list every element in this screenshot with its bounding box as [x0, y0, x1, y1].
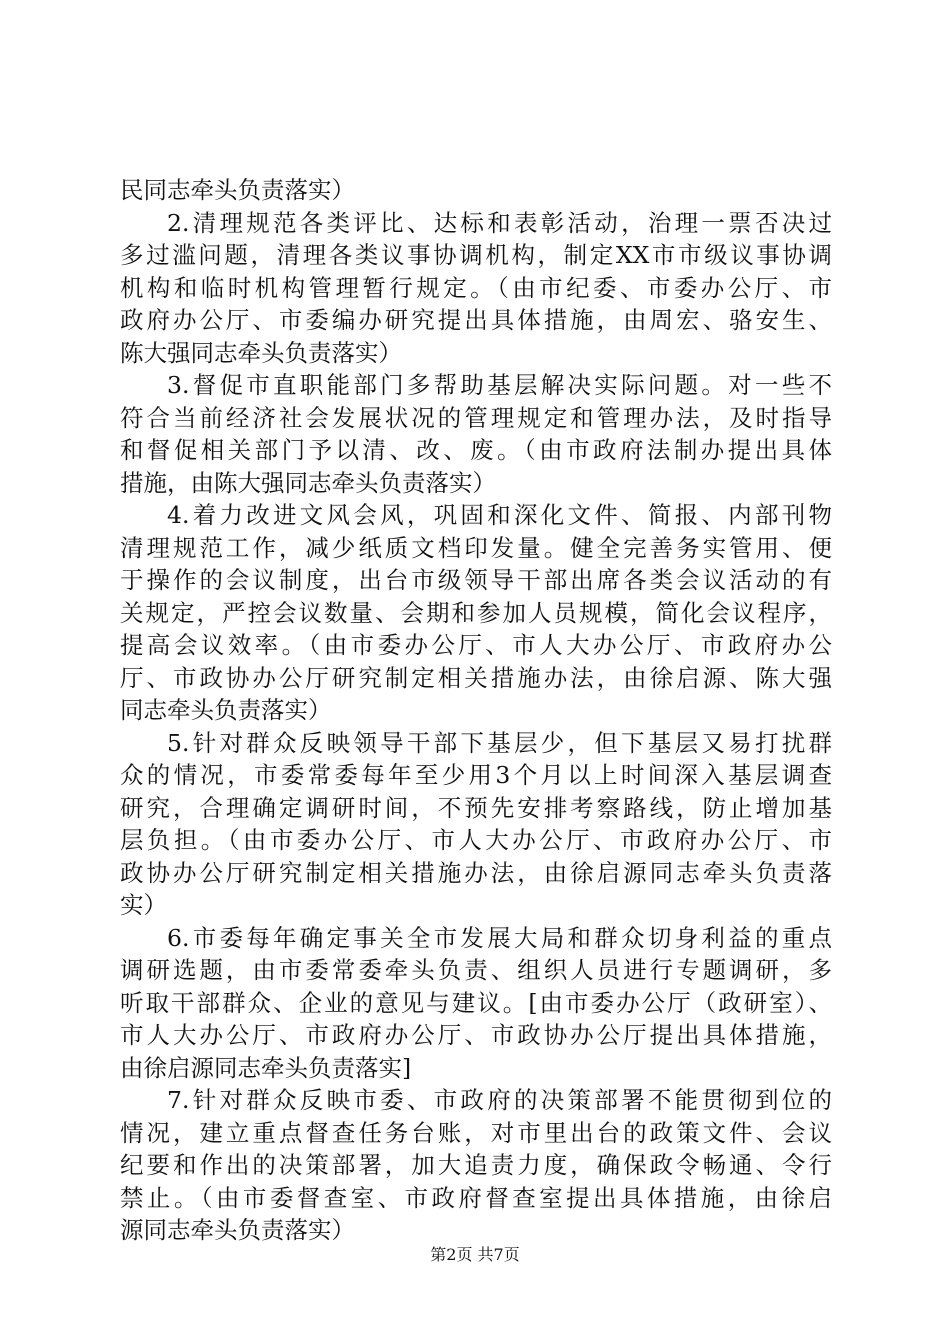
text-line: 政府办公厅、市委编办研究提出具体措施，由周宏、骆安生、: [120, 306, 832, 334]
text-line: 市人大办公厅、市政府办公厅、市政协办公厅提出具体措施，: [120, 1021, 832, 1049]
text-line: 4.着力改进文风会风，巩固和深化文件、简报、内部刊物: [167, 501, 832, 529]
text-line: 多过滥问题，清理各类议事协调机构，制定XX市市级议事协调: [120, 241, 832, 269]
text-line: 机构和临时机构管理暂行规定。（由市纪委、市委办公厅、市: [120, 273, 832, 302]
text-line: 禁止。（由市委督查室、市政府督查室提出具体措施，由徐启: [120, 1183, 832, 1212]
text-line: 政协办公厅研究制定相关措施办法，由徐启源同志牵头负责落: [120, 858, 832, 887]
text-line: 陈大强同志牵头负责落实）: [120, 338, 402, 367]
text-line: 厅、市政协办公厅研究制定相关措施办法，由徐启源、陈大强: [120, 663, 832, 692]
text-line: 和督促相关部门予以清、改、废。（由市政府法制办提出具体: [120, 436, 832, 464]
page-footer: 第2页 共7页: [430, 1245, 520, 1264]
text-line: 于操作的会议制度，出台市级领导干部出席各类会议活动的有: [120, 566, 832, 594]
text-line: 清理规范工作，减少纸质文档印发量。健全完善务实管用、便: [120, 533, 832, 562]
text-line: 实）: [120, 891, 167, 919]
text-line: 纪要和作出的决策部署，加大追责力度，确保政令畅通、令行: [120, 1151, 832, 1179]
text-line: 由徐启源同志牵头负责落实]: [120, 1053, 412, 1082]
text-line: 6.市委每年确定事关全市发展大局和群众切身利益的重点: [167, 923, 832, 952]
text-line: 2.清理规范各类评比、达标和表彰活动，治理一票否决过: [167, 208, 832, 237]
text-line: 3.督促市直职能部门多帮助基层解决实际问题。对一些不: [167, 371, 832, 399]
text-line: 关规定，严控会议数量、会期和参加人员规模，简化会议程序，: [120, 598, 832, 627]
text-line: 听取干部群众、企业的意见与建议。[由市委办公厅（政研室）、: [120, 988, 832, 1017]
text-line: 众的情况，市委常委每年至少用3个月以上时间深入基层调查: [120, 761, 832, 789]
text-line: 5.针对群众反映领导干部下基层少，但下基层又易打扰群: [167, 728, 832, 757]
text-line: 同志牵头负责落实）: [120, 696, 332, 724]
text-line: 情况，建立重点督查任务台账，对市里出台的政策文件、会议: [120, 1118, 832, 1147]
text-line: 调研选题，由市委常委牵头负责、组织人员进行专题调研，多: [120, 956, 832, 984]
text-line: 符合当前经济社会发展状况的管理规定和管理办法，及时指导: [120, 403, 832, 432]
text-line: 提高会议效率。（由市委办公厅、市人大办公厅、市政府办公: [120, 631, 832, 659]
text-line: 研究，合理确定调研时间，不预先安排考察路线，防止增加基: [120, 793, 832, 822]
text-line: 源同志牵头负责落实）: [120, 1216, 355, 1244]
document-body: [120, 174, 832, 1247]
text-line: 层负担。（由市委办公厅、市人大办公厅、市政府办公厅、市: [120, 826, 832, 854]
text-line: 措施，由陈大强同志牵头负责落实）: [120, 468, 496, 497]
text-line: 7.针对群众反映市委、市政府的决策部署不能贯彻到位的: [167, 1086, 832, 1114]
text-line: 民同志牵头负责落实）: [120, 176, 355, 204]
